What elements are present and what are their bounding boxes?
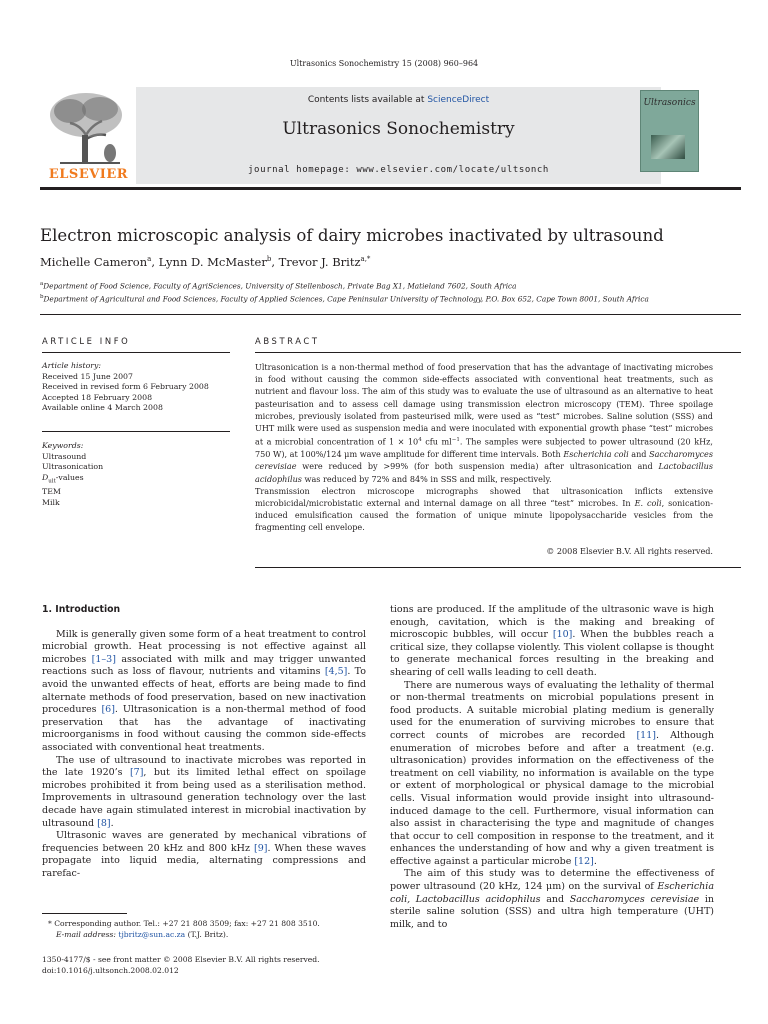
contents-prefix: Contents lists available at xyxy=(307,95,428,105)
body-paragraph: Milk is generally given some form of a heat treatment to control microbial growth. Heat processing is not effective against all microbes [1–3] associated with milk and may trigger unwanted reactions such as loss of flavour, nutrients and vitamins [4,5]. To avoid the unwanted effects of heat, efforts are being made to find alternate methods of food preservation, based on new inactivation procedures [6]. Ultrasonication is a non-thermal method of food preservation that has the advantage of inactivating microorganisms in food without causing the common side-effects associated with conventional heat treatments. xyxy=(42,628,366,753)
body-paragraph: The use of ultrasound to inactivate microbes was reported in the late 1920’s [7], but its limited lethal effect on spoilage microbes prohibited it from being used as a sterilisation method. Improvements in ultrasound generation technology over the last decade have again stimulated interest in microbial inactivation by ultrasound [8]. xyxy=(42,754,366,829)
keyword-suffix: -values xyxy=(55,472,84,482)
affiliation-mark: b xyxy=(40,294,44,300)
abstract-paragraph: Transmission electron microscope micrographs showed that ultrasonication inflicts extensive microbicidal/microbistatic external and internal damage on all three “test” microbes. In E. coli, sonication-induced emulsification caused the formation of unique minute lipopolysaccharide vesicles from the fragmenting cell envelope. xyxy=(255,485,713,533)
body-column-right xyxy=(390,604,714,931)
journal-banner xyxy=(136,87,661,184)
citation-link[interactable]: [8] xyxy=(97,817,111,829)
masthead-rule xyxy=(40,187,741,190)
keywords-block xyxy=(42,441,103,508)
body-column-left xyxy=(42,604,366,880)
affiliation-text: Department of Agricultural and Food Sciences, Faculty of Applied Sciences, Cape Peninsular University of Technology, P.O. Box 652, Cape Town 8001, South Africa xyxy=(43,294,649,304)
journal-cover-thumbnail xyxy=(640,90,699,172)
affiliation-a xyxy=(40,281,740,290)
email-suffix: (T.J. Britz). xyxy=(185,929,229,939)
footnote-rule xyxy=(42,913,127,914)
author-affil-mark[interactable]: a,* xyxy=(360,255,371,264)
header-rule xyxy=(40,314,741,315)
body-paragraph: Ultrasonic waves are generated by mechanical vibrations of frequencies between 20 kHz and 800 kHz [9]. When these waves propagate into liquid media, alternating compressions and rarefac- xyxy=(42,830,366,879)
abstract-body xyxy=(255,361,713,534)
running-head: Ultrasonics Sonochemistry 15 (2008) 960–964 xyxy=(289,59,479,68)
issn-doi-block xyxy=(42,954,372,976)
citation-link[interactable]: [11] xyxy=(636,729,656,741)
elsevier-wordmark: ELSEVIER xyxy=(48,167,129,182)
abstract-rule xyxy=(255,352,741,353)
history-item: Accepted 18 February 2008 xyxy=(42,392,153,402)
citation-link[interactable]: [12] xyxy=(574,855,594,867)
email-label: E-mail address: xyxy=(56,929,119,939)
history-item: Available online 4 March 2008 xyxy=(42,403,163,413)
keyword: Milk xyxy=(42,497,60,507)
citation-link[interactable]: [7] xyxy=(129,767,144,779)
keywords-rule xyxy=(42,431,230,432)
history-item: Received 15 June 2007 xyxy=(42,371,133,381)
affiliation-text: Department of Food Science, Faculty of AgriSciences, University of Stellenbosch, Private Bag X1, Matieland 7602, South Africa xyxy=(43,281,517,291)
article-history xyxy=(42,361,209,414)
abstract-bottom-rule xyxy=(255,567,741,568)
footnote-contact: * Corresponding author. Tel.: +27 21 808 3509; fax: +27 21 808 3510. xyxy=(48,919,320,928)
abstract-heading: ABSTRACT xyxy=(255,336,320,346)
sciencedirect-link[interactable]: ScienceDirect xyxy=(427,95,490,105)
history-label: Article history: xyxy=(42,361,102,370)
contents-line xyxy=(136,95,661,105)
keyword: Ultrasonication xyxy=(42,462,104,472)
abstract-paragraph: Ultrasonication is a non-thermal method of food preservation that has the advantage of inactivating microbes in food without causing the common side-effects associated with conventional heat treatments, such as nutrient and flavour loss. The aim of this study was to evaluate the use of ultrasound as an alternative to heat pasteurisation and to assess cell damage using transmission electron microscopy (TEM). Three spoilage microbes, previously isolated from pasteurised milk, were used as “test” microbes. Saline solution (SSS) and UHT milk were used as suspension media and were inoculated with exponential growth phase “test” microbes at a microbial concentration of $1 \times 10^4$ cfu $ml^{-1}$. The samples were subjected to power ultrasound (20 kHz, 750 W), at 100%/124 μm wave amplitude for different time intervals. Both Escherichia coli and Saccharomyces cerevisiae were reduced by >99% (for both suspension media) after ultrasonication and Lactobacillus acidophilus was reduced by 72% and 84% in SSS and milk, respectively. xyxy=(255,362,714,484)
author-name: Michelle Cameron xyxy=(40,255,148,269)
citation-link[interactable]: [1–3] xyxy=(91,653,116,665)
citation-link[interactable]: [10] xyxy=(552,629,573,641)
keyword: TEM xyxy=(42,486,61,496)
keyword xyxy=(42,473,103,487)
journal-masthead xyxy=(40,87,740,187)
affiliation-b xyxy=(40,294,740,303)
body-paragraph: The aim of this study was to determine the effectiveness of power ultrasound (20 kHz, 124 μm) on the survival of Escherichia coli, Lactobacillus acidophilus and Saccharomyces cerevisiae in sterile saline solution (SSS) and ultra high temperature (UHT) milk, and to xyxy=(390,868,714,930)
corresponding-author-footnote xyxy=(42,919,372,940)
keywords-label: Keywords: xyxy=(42,441,84,450)
journal-title: Ultrasonics Sonochemistry xyxy=(282,119,515,139)
citation-link[interactable]: [9] xyxy=(254,842,268,854)
keyword: Ultrasound xyxy=(42,451,87,461)
section-heading: 1. Introduction xyxy=(42,604,121,615)
citation-link[interactable]: [4,5] xyxy=(324,666,348,678)
article-info-rule xyxy=(42,352,230,353)
issn-line: 1350-4177/$ - see front matter © 2008 Elsevier B.V. All rights reserved. xyxy=(42,955,320,964)
author-affil-mark[interactable]: a xyxy=(147,255,152,264)
article-title: Electron microscopic analysis of dairy microbes inactivated by ultrasound xyxy=(40,226,664,245)
citation-link[interactable]: [6] xyxy=(101,704,115,716)
journal-homepage[interactable]: journal homepage: www.elsevier.com/locate/ultsonch xyxy=(248,165,549,175)
article-info-heading: ARTICLE INFO xyxy=(42,336,131,346)
copyright-notice: © 2008 Elsevier B.V. All rights reserved. xyxy=(546,546,713,556)
author-list: Michelle Cameron$^a$, Lynn D. McMaster$^b$, Trevor J. Britz$^{a,*}$ xyxy=(40,255,371,269)
keyword-subscript: ult xyxy=(48,478,56,485)
doi-line[interactable]: doi:10.1016/j.ultsonch.2008.02.012 xyxy=(42,966,179,975)
cover-title: Ultrasonics xyxy=(643,98,696,108)
email-link[interactable]: tjbritz@sun.ac.za xyxy=(118,929,186,939)
body-paragraph: tions are produced. If the amplitude of the ultrasonic wave is high enough, cavitation, which is the making and breaking of microscopic bubbles, will occur [10]. When the bubbles reach a critical size, they collapse violently. This violent collapse is thought to generate mechanical forces resulting in the breaking and shearing of cell walls leading to cell death. xyxy=(390,604,714,678)
keyword-symbol: D xyxy=(42,472,49,482)
author-name: Lynn D. McMaster xyxy=(158,255,267,269)
author-name: Trevor J. Britz xyxy=(278,255,361,269)
author-affil-mark[interactable]: b xyxy=(266,255,272,264)
cover-image xyxy=(651,135,685,159)
body-paragraph: There are numerous ways of evaluating the lethality of thermal or non-thermal treatments on microbial populations present in food products. A suitable microbial plating medium is generally used for the enumeration of surviving microbes to ensure that correct counts of microbes are recorded [11]. Although enumeration of microbes before and after a treatment (e.g. ultrasonication) provides information on the effectiveness of the treatment on cell viability, no information is available on the type or extent of morphological or physical damage to the microbial cells. Visual information would provide insight into ultrasound-induced damage to the cell. Furthermore, visual information can also assist in characterising the type and magnitude of changes that occur to cell composition in response to the treatment, and it enhances the understanding of how and why a given treatment is effective against a particular microbe [12]. xyxy=(390,679,714,867)
history-item: Received in revised form 6 February 2008 xyxy=(42,382,209,392)
affiliation-mark: a xyxy=(40,281,44,287)
